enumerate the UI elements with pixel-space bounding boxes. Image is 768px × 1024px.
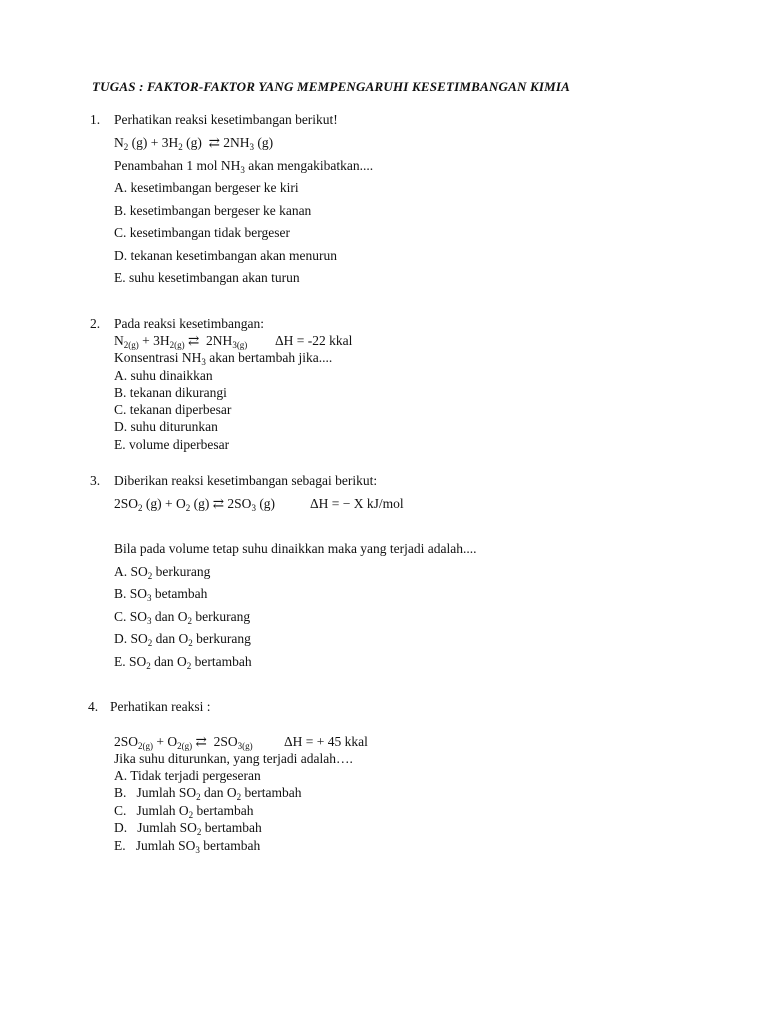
q1-stem: Perhatikan reaksi kesetimbangan berikut! (114, 112, 338, 127)
q3-delta-h: ΔH = − X kJ/mol (310, 496, 404, 511)
q1-question: Penambahan 1 mol $NH_3$ akan mengakibatkan.... (114, 158, 374, 175)
q3-option-b: B. $SO_3$ betambah (114, 586, 208, 603)
q4-option-d: D. Jumlah $SO_2$ bertambah (114, 820, 262, 837)
q2-option-b: B. tekanan dikurangi (114, 385, 227, 400)
q1-option-b: B. kesetimbangan bergeser ke kanan (114, 203, 312, 218)
q4-equation: $2SO_{2(g)} + O_{2(g)}$ ⇄ $2SO_{3(g)}$ (114, 734, 253, 751)
q3-option-a: A. $SO_2$ berkurang (114, 564, 211, 581)
q2-option-a: A. suhu dinaikkan (114, 368, 213, 383)
q3-question: Bila pada volume tetap suhu dinaikkan maka yang terjadi adalah.... (114, 541, 477, 556)
q2-question: Konsentrasi $NH_3$ akan bertambah jika.... (114, 350, 333, 367)
q2-option-d: D. suhu diturunkan (114, 419, 218, 434)
page-title: TUGAS : FAKTOR-FAKTOR YANG MEMPENGARUHI KESETIMBANGAN KIMIA (92, 79, 571, 94)
q4-option-c: C. Jumlah $O_2$ bertambah (114, 803, 254, 820)
q1-equation: $N_2$ $(g) + 3H_2$ (g) ⇄ $2NH_3$ (g) (114, 135, 274, 152)
q4-option-a: A. Tidak terjadi pergeseran (114, 768, 261, 783)
q1-number: 1. (90, 112, 101, 127)
q1-option-a: A. kesetimbangan bergeser ke kiri (114, 180, 299, 195)
q2-equation: $N_{2(g)} + 3H_{2(g)}$ ⇄ $2NH_{3(g)}$ (114, 333, 248, 350)
q2-stem: Pada reaksi kesetimbangan: (114, 316, 264, 331)
q3-number: 3. (90, 473, 101, 488)
q4-stem: Perhatikan reaksi : (110, 699, 211, 714)
q3-option-d: D. $SO_2$ dan $O_2$ berkurang (114, 631, 251, 648)
q4-question: Jika suhu diturunkan, yang terjadi adalah…. (114, 751, 353, 766)
q1-option-c: C. kesetimbangan tidak bergeser (114, 225, 290, 240)
q2-number: 2. (90, 316, 101, 331)
q4-delta-h: ΔH = + 45 kkal (284, 734, 368, 749)
q3-stem: Diberikan reaksi kesetimbangan sebagai berikut: (114, 473, 378, 488)
q3-equation: $2SO_2$ $(g) + O_2$ (g) ⇄ $2SO_3$ (g) (114, 496, 276, 513)
q4-number: 4. (88, 699, 99, 714)
q3-option-e: E. $SO_2$ dan $O_2$ bertambah (114, 654, 252, 671)
q4-option-e: E. Jumlah $SO_3$ bertambah (114, 838, 261, 855)
q2-option-e: E. volume diperbesar (114, 437, 230, 452)
q4-option-b: B. Jumlah $SO_2$ dan $O_2$ bertambah (114, 785, 302, 802)
q3-option-c: C. $SO_3$ dan $O_2$ berkurang (114, 609, 251, 626)
q2-option-c: C. tekanan diperbesar (114, 402, 232, 417)
q1-option-d: D. tekanan kesetimbangan akan menurun (114, 248, 338, 263)
q1-option-e: E. suhu kesetimbangan akan turun (114, 270, 300, 285)
q2-delta-h: ΔH = -22 kkal (275, 333, 353, 348)
